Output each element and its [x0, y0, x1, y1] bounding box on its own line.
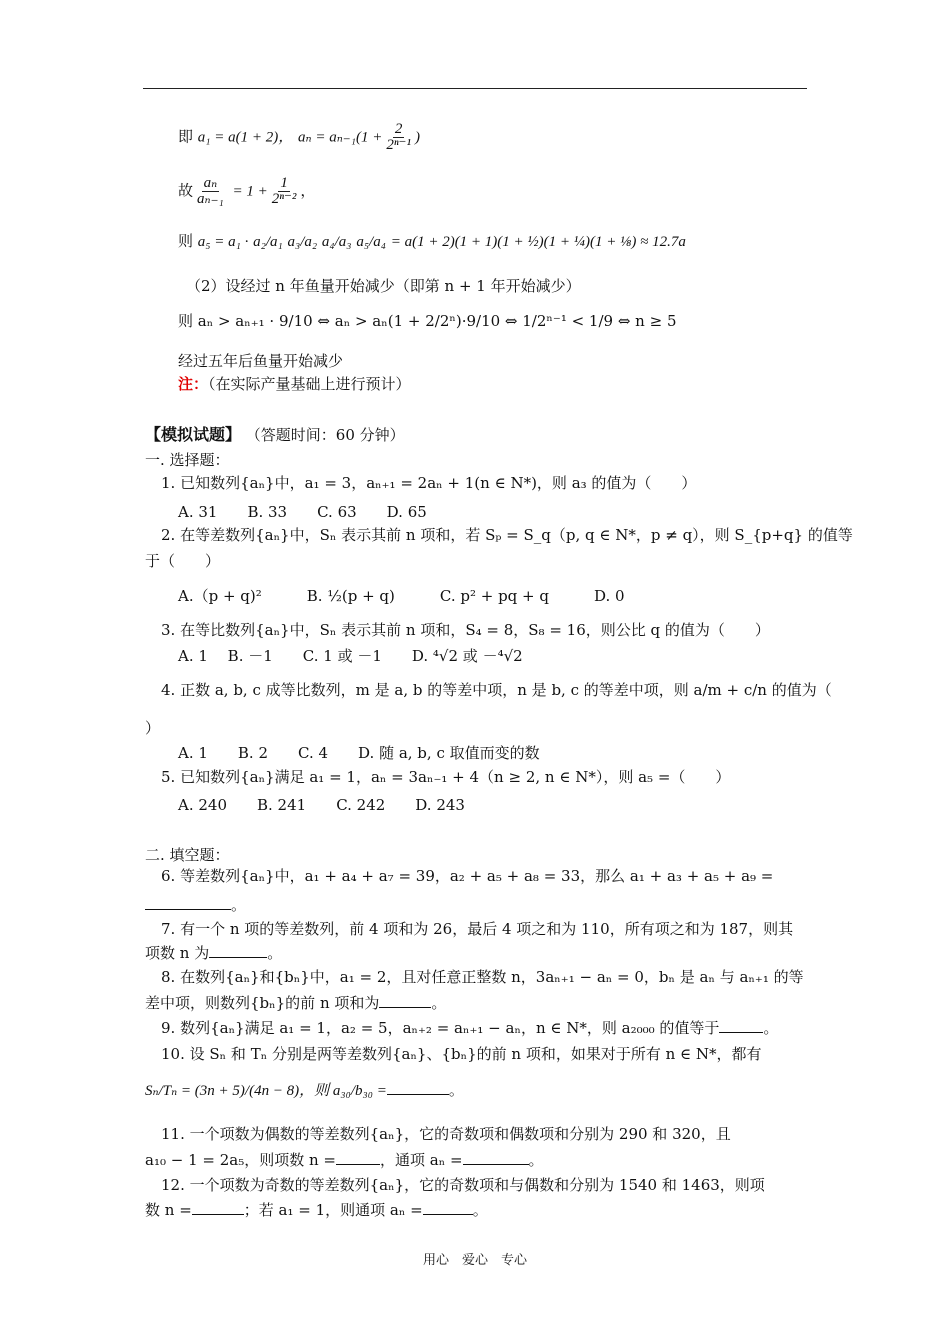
question-4: 4. 正数 a, b, c 成等比数列，m 是 a, b 的等差中项，n 是 b, c 的等差中项，则 a/m + c/n 的值为（ — [161, 681, 832, 699]
answer-blank[interactable] — [423, 1200, 473, 1215]
formula: = 1 + — [232, 183, 268, 200]
solution-line-6: 经过五年后鱼量开始减少 — [178, 352, 344, 370]
page-footer: 用心 爱心 专心 — [422, 1253, 527, 1268]
note-line — [178, 374, 411, 394]
solution-text: 则 — [178, 232, 194, 250]
ratio-term: a₃/a₂ — [287, 234, 318, 250]
formula: a₁ = a(1 + 2)， — [197, 129, 294, 146]
solution-line-1 — [178, 122, 420, 153]
fraction — [270, 176, 299, 207]
part-heading-fill: 二. 填空题： — [145, 846, 230, 864]
punct: 。 — [528, 1151, 544, 1169]
options-1: A. 31 B. 33 C. 63 D. 65 — [178, 503, 427, 521]
punct: 。 — [448, 1081, 464, 1099]
fraction-numerator: 1 — [280, 175, 288, 191]
header-rule — [143, 88, 807, 89]
question-2-cont: 于（ ） — [145, 552, 221, 570]
ratio-term: a₅/a₄ — [356, 234, 386, 250]
note-text: （在实际产量基础上进行预计） — [208, 375, 411, 393]
answer-blank[interactable] — [336, 1150, 380, 1165]
note-label: 注： — [178, 375, 209, 393]
answer-blank[interactable] — [145, 895, 231, 910]
options-3: A. 1 B. －1 C. 1 或 －1 D. ⁴√2 或 －⁴√2 — [178, 647, 523, 665]
answer-blank[interactable] — [209, 943, 267, 958]
answer-blank[interactable] — [387, 1080, 449, 1095]
punct: 。 — [472, 1201, 488, 1219]
solution-line-4: （2）设经过 n 年鱼量开始减少（即第 n + 1 年开始减少） — [186, 277, 581, 295]
question-text: ；若 a₁ = 1，则通项 aₙ = — [243, 1201, 423, 1219]
options-4: A. 1 B. 2 C. 4 D. 随 a, b, c 取值而变的数 — [178, 744, 540, 762]
fraction-numerator: aₙ — [203, 175, 218, 191]
question-6: 6. 等差数列{aₙ}中，a₁ + a₄ + a₇ = 39，a₂ + a₅ + a₈ = 33，那么 a₁ + a₃ + a₅ + a₉ = — [161, 867, 774, 885]
fraction-denominator: 2ⁿ⁻¹ — [386, 137, 411, 153]
fraction-denominator: aₙ₋₁ — [197, 191, 224, 207]
question-7: 7. 有一个 n 项的等差数列，前 4 项和为 26，最后 4 项之和为 110，所有项之和为 187，则其 — [161, 920, 794, 938]
question-text: 数 n = — [145, 1201, 192, 1219]
question-8: 8. 在数列{aₙ}和{bₙ}中，a₁ = 2，且对任意正整数 n，3aₙ₊₁ − aₙ = 0，bₙ 是 aₙ 与 aₙ₊₁ 的等 — [161, 968, 804, 986]
fraction — [195, 176, 226, 207]
answer-blank[interactable] — [719, 1018, 763, 1033]
question-8-cont — [145, 993, 446, 1013]
question-10: 10. 设 Sₙ 和 Tₙ 分别是两等差数列{aₙ}、{bₙ}的前 n 项和，如果对于所有 n ∈ N*，都有 — [161, 1045, 762, 1063]
punct: 。 — [231, 896, 247, 914]
question-text: 9. 数列{aₙ}满足 a₁ = 1，a₂ = 5，aₙ₊₂ = aₙ₊₁ − aₙ，n ∈ N*，则 a₂₀₀₀ 的值等于 — [161, 1019, 720, 1037]
solution-text: ， — [300, 181, 316, 200]
question-text: Sₙ/Tₙ = (3n + 5)/(4n − 8)，则 a₃₀/b₃₀ = — [145, 1083, 387, 1099]
question-2: 2. 在等差数列{aₙ}中，Sₙ 表示其前 n 项和，若 Sₚ = S_q（p, q ∈ N*，p ≠ q），则 S_{p+q} 的值等 — [161, 526, 853, 544]
ratio-term: a₂/a₁ — [253, 234, 283, 250]
punct: 。 — [267, 944, 283, 962]
question-9 — [161, 1018, 778, 1038]
punct: 。 — [763, 1019, 779, 1037]
question-10-cont — [145, 1080, 464, 1101]
answer-blank[interactable] — [379, 993, 431, 1008]
part-heading-choice: 一. 选择题： — [145, 451, 230, 469]
question-3: 3. 在等比数列{aₙ}中，Sₙ 表示其前 n 项和，S₄ = 8，S₈ = 16，则公比 q 的值为（ ） — [161, 621, 770, 639]
question-4-cont: ） — [145, 719, 161, 737]
formula: ) — [414, 129, 420, 146]
section-time: （答题时间：60 分钟） — [245, 426, 405, 444]
fraction-numerator: 2 — [394, 121, 403, 137]
solution-text: 即 — [178, 127, 194, 146]
punct: 。 — [431, 994, 447, 1012]
question-text: a₁₀ − 1 = 2a₅，则项数 n = — [145, 1151, 336, 1169]
question-5: 5. 已知数列{aₙ}满足 a₁ = 1，aₙ = 3aₙ₋₁ + 4（n ≥ 2, n ∈ N*），则 a₅ =（ ） — [161, 768, 731, 786]
question-1: 1. 已知数列{aₙ}中，a₁ = 3，aₙ₊₁ = 2aₙ + 1(n ∈ N*)，则 a₃ 的值为（ ） — [161, 474, 697, 492]
question-12-cont — [145, 1200, 488, 1220]
section-title: 【模拟试题】 — [145, 425, 242, 444]
answer-blank[interactable] — [463, 1150, 529, 1165]
formula: = a(1 + 2)(1 + 1)(1 + ½)(1 + ¼)(1 + ⅛) ≈ 12.7a — [390, 234, 686, 250]
solution-text: 故 — [178, 181, 194, 200]
options-2: A.（p + q)² B. ½(p + q) C. p² + pq + q D. 0 — [178, 587, 625, 605]
question-text: 差中项，则数列{bₙ}的前 n 项和为 — [145, 994, 380, 1012]
formula: a₅ = a₁ · — [197, 234, 249, 250]
solution-line-2 — [178, 176, 315, 207]
solution-line-5: 则 aₙ > aₙ₊₁ · 9/10 ⇔ aₙ > aₙ(1 + 2/2ⁿ)·9/10 ⇔ 1/2ⁿ⁻¹ < 1/9 ⇔ n ≥ 5 — [178, 312, 677, 330]
fraction-denominator: 2ⁿ⁻² — [271, 191, 297, 207]
section-heading — [145, 425, 405, 445]
ratio-term: a₄/a₃ — [321, 234, 352, 250]
question-11-cont — [145, 1150, 544, 1170]
answer-blank[interactable] — [192, 1200, 244, 1215]
question-7-cont — [145, 943, 282, 963]
formula: aₙ = aₙ₋₁(1 + — [298, 129, 383, 146]
question-text: ，通项 aₙ = — [380, 1151, 463, 1169]
options-5: A. 240 B. 241 C. 242 D. 243 — [178, 796, 465, 814]
fraction — [384, 122, 413, 153]
question-text: 项数 n 为 — [145, 944, 210, 962]
solution-line-3 — [178, 231, 686, 252]
question-6-cont — [145, 895, 246, 915]
question-12: 12. 一个项数为奇数的等差数列{aₙ}，它的奇数项和与偶数和分别为 1540 和 1463，则项 — [161, 1176, 765, 1194]
question-11: 11. 一个项数为偶数的等差数列{aₙ}，它的奇数项和偶数项和分别为 290 和 320，且 — [161, 1125, 731, 1143]
